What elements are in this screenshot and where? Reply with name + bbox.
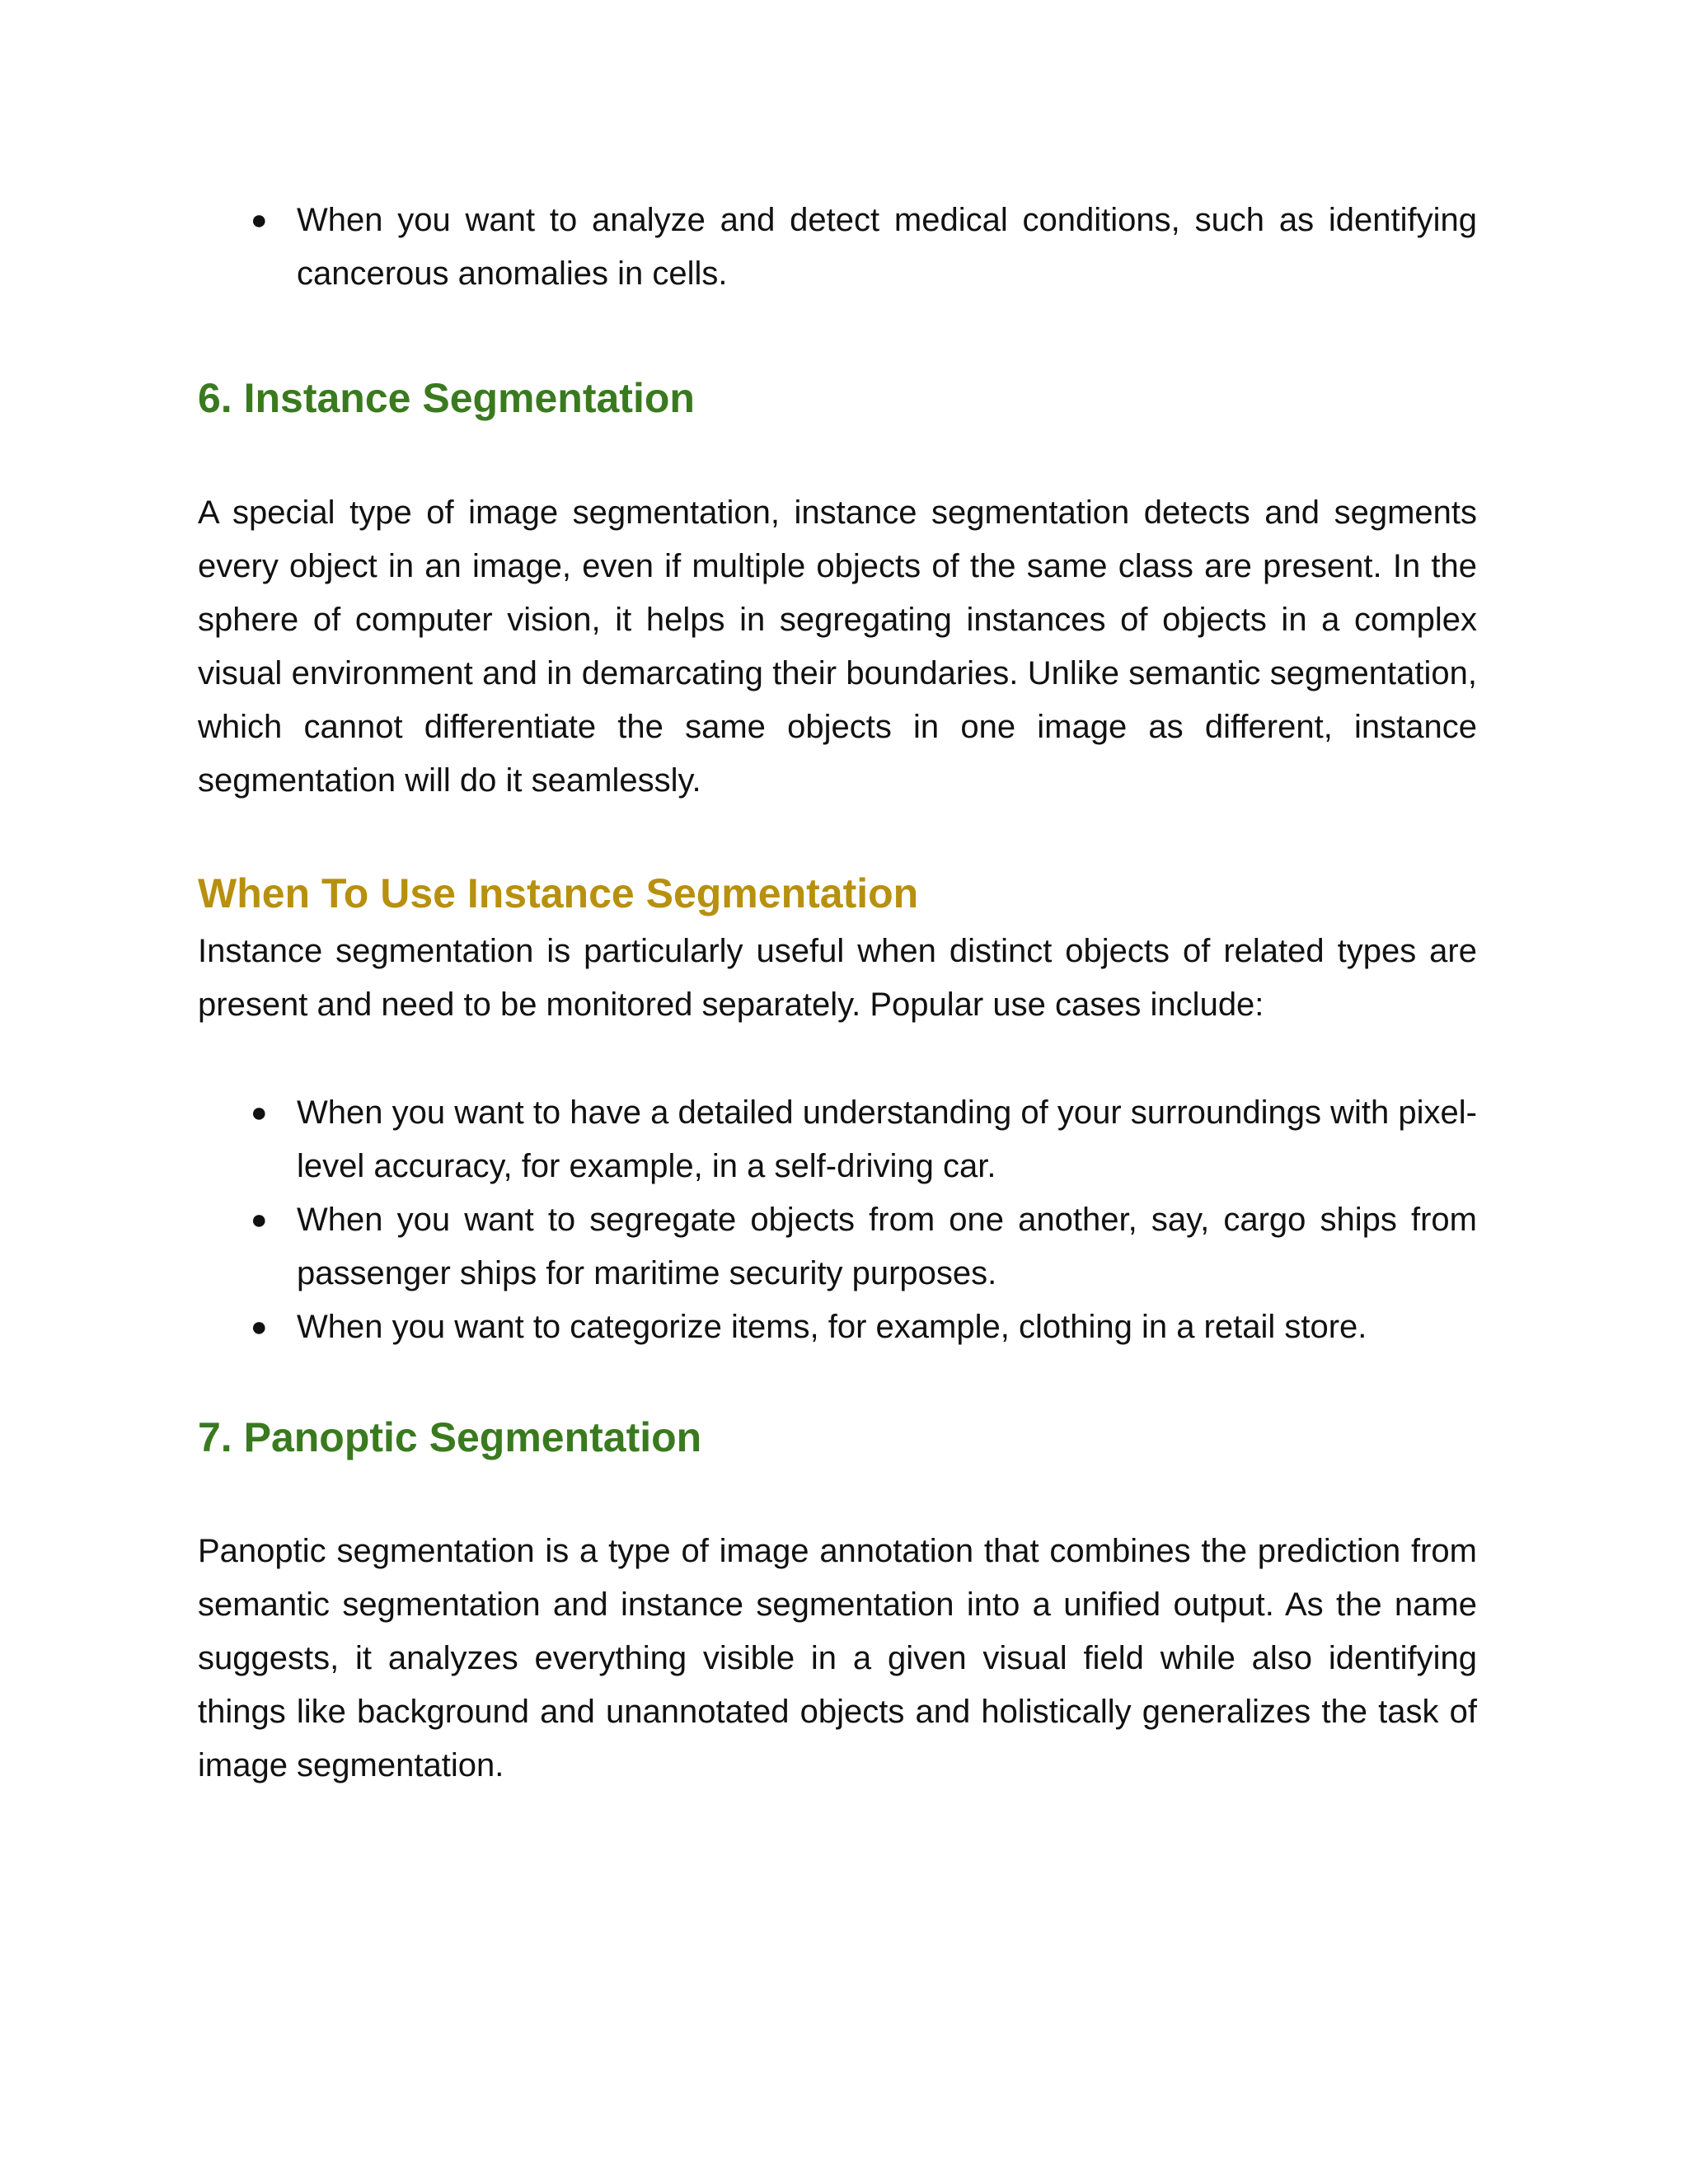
bullet-icon: ● [251,1311,268,1343]
bullet-icon: ● [251,1097,268,1128]
list-item [198,1301,1477,1354]
bullet-icon: ● [251,1204,268,1235]
when-to-use-instance-intro: Instance segmentation is particularly useful when distinct objects of related types are present and need to be monitored separately. Popular use cases include: [198,933,1477,1023]
list-item-text: When you want to analyze and detect medical conditions, such as identifying cancerous anomalies in cells. [297,202,1477,292]
list-item [198,1193,1477,1301]
list-item [198,1086,1477,1193]
when-to-use-instance-heading: When To Use Instance Segmentation [198,870,919,916]
section-6-heading: 6. Instance Segmentation [198,375,695,421]
list-item [198,194,1477,301]
instance-use-case-list [198,1086,1477,1354]
section-6-paragraph: A special type of image segmentation, instance segmentation detects and segments every object in an image, even if multiple objects of the same class are present. In the sphere of computer vision, it helps in segregating instances of objects in a complex visual environment and in demarcating their boundaries. Unlike semantic segmentation, which cannot differentiate the same objects in one image as different, instance segmentation will do it seamlessly. [198,494,1477,799]
section-7-paragraph: Panoptic segmentation is a type of image annotation that combines the prediction from semantic segmentation and instance segmentation into a unified output. As the name suggests, it analyzes everything visible in a given visual field while also identifying things like background and unannotated objects and holistically generalizes the task of image segmentation. [198,1533,1477,1783]
list-item-text: When you want to categorize items, for example, clothing in a retail store. [297,1309,1367,1345]
list-item-text: When you want to have a detailed understanding of your surroundings with pixel-level accuracy, for example, in a self-driving car. [297,1094,1477,1184]
bullet-icon: ● [251,204,268,236]
list-item-text: When you want to segregate objects from one another, say, cargo ships from passenger ships for maritime security purposes. [297,1202,1477,1291]
top-bullet-list [198,194,1477,301]
section-7-heading: 7. Panoptic Segmentation [198,1414,702,1460]
